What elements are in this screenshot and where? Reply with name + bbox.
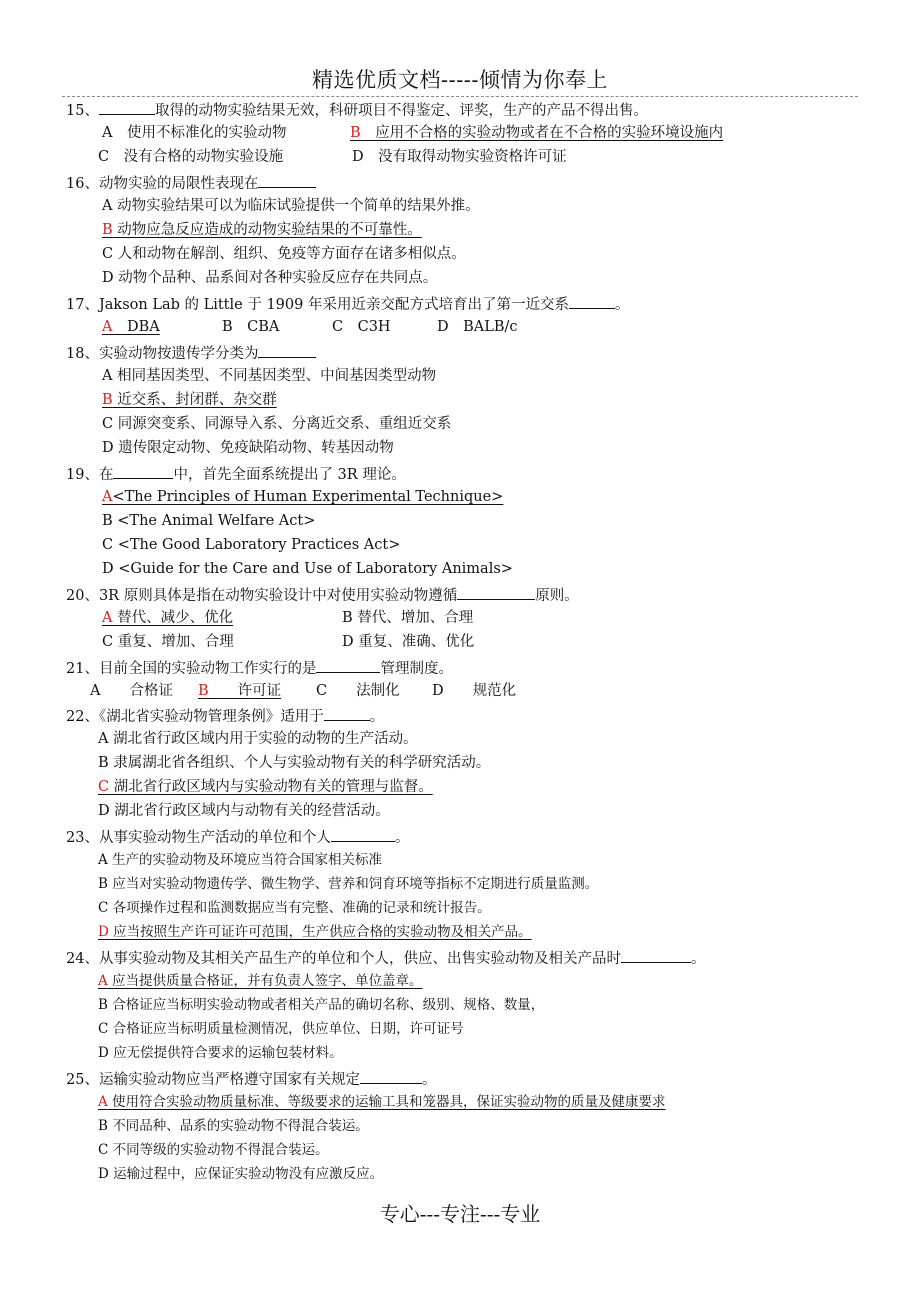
option-b-correct bbox=[350, 124, 723, 142]
option-a-correct bbox=[98, 972, 423, 990]
answer-blank bbox=[113, 464, 173, 479]
question-23 bbox=[66, 827, 409, 847]
question-number: 24、 bbox=[66, 951, 99, 967]
option-c: C <The Good Laboratory Practices Act> bbox=[102, 537, 401, 553]
question-15 bbox=[66, 100, 648, 120]
question-17 bbox=[66, 294, 629, 314]
question-text: 实验动物按遗传学分类为 bbox=[98, 346, 259, 362]
question-text: 取得的动物实验结果无效，科研项目不得鉴定、评奖，生产的产品不得出售。 bbox=[154, 103, 648, 119]
question-end: 管理制度。 bbox=[380, 661, 453, 677]
answer-letter: C bbox=[98, 779, 110, 795]
question-text: 从事实验动物及其相关产品生产的单位和个人，供应、出售实验动物及相关产品时 bbox=[98, 951, 621, 967]
answer-blank bbox=[621, 948, 691, 963]
option-a-correct bbox=[102, 609, 233, 627]
question-25 bbox=[66, 1069, 436, 1089]
option-text: 使用符合实验动物质量标准、等级要求的运输工具和笼器具，保证实验动物的质量及健康要求 bbox=[107, 1094, 666, 1110]
answer-blank bbox=[569, 294, 615, 309]
option-d: D <Guide for the Care and Use of Laboratory Animals> bbox=[102, 561, 513, 577]
option-text: 湖北省行政区域内与实验动物有关的管理与监督。 bbox=[109, 779, 433, 795]
option-c: C 各项操作过程和监测数据应当有完整、准确的记录和统计报告。 bbox=[98, 900, 491, 916]
option-d: D 运输过程中，应保证实验动物没有应激反应。 bbox=[98, 1166, 384, 1182]
page-footer: 专心---专注---专业 bbox=[379, 1202, 541, 1226]
option-a: A 合格证 bbox=[90, 683, 173, 699]
option-d: D 应无偿提供符合要求的运输包装材料。 bbox=[98, 1045, 343, 1061]
option-d: D 没有取得动物实验资格许可证 bbox=[352, 149, 567, 165]
answer-letter: A bbox=[102, 319, 113, 335]
option-a: A 动物实验结果可以为临床试验提供一个简单的结果外推。 bbox=[102, 198, 480, 214]
option-a-correct bbox=[102, 318, 168, 336]
option-d: D 湖北省行政区域内与动物有关的经营活动。 bbox=[98, 803, 390, 819]
question-end: 。 bbox=[614, 297, 630, 313]
option-text: DBA bbox=[112, 319, 160, 335]
option-b: B 隶属湖北省各组织、个人与实验动物有关的科学研究活动。 bbox=[98, 755, 491, 771]
answer-blank bbox=[331, 827, 395, 842]
option-d: D 重复、准确、优化 bbox=[342, 634, 475, 650]
option-b-correct bbox=[198, 682, 281, 700]
option-d: D 规范化 bbox=[432, 683, 517, 699]
question-number: 18、 bbox=[66, 346, 99, 362]
question-text: 运输实验动物应当严格遵守国家有关规定 bbox=[98, 1072, 360, 1088]
option-b: B 替代、增加、合理 bbox=[342, 610, 474, 626]
question-number: 16、 bbox=[66, 176, 99, 192]
question-end: 原则。 bbox=[535, 588, 579, 604]
option-c: C 合格证应当标明质量检测情况，供应单位、日期，许可证号 bbox=[98, 1021, 464, 1037]
option-c: C 没有合格的动物实验设施 bbox=[98, 149, 284, 165]
question-text: Jakson Lab 的 Little 于 1909 年采用近亲交配方式培育出了第一近交系 bbox=[98, 297, 569, 313]
option-text: 动物应急反应造成的动物实验结果的不可靠性。 bbox=[112, 222, 422, 238]
page-header: 精选优质文档-----倾情为你奉上 bbox=[312, 68, 608, 92]
answer-letter: B bbox=[198, 683, 209, 699]
option-text: 应当提供质量合格证，并有负责人签字、单位盖章。 bbox=[107, 973, 423, 989]
question-text: 目前全国的实验动物工作实行的是 bbox=[98, 661, 317, 677]
question-number: 21、 bbox=[66, 661, 99, 677]
option-text: <The Principles of Human Experimental Technique> bbox=[112, 489, 504, 505]
question-text: 中，首先全面系统提出了 3R 理论。 bbox=[173, 467, 406, 483]
option-c: C 不同等级的实验动物不得混合装运。 bbox=[98, 1142, 329, 1158]
answer-letter: A bbox=[98, 973, 108, 989]
question-number: 20、 bbox=[66, 588, 99, 604]
option-a: A 生产的实验动物及环境应当符合国家相关标准 bbox=[98, 852, 383, 868]
option-d: D 遗传限定动物、免疫缺陷动物、转基因动物 bbox=[102, 440, 394, 456]
option-a: A 相同基因类型、不同基因类型、中间基因类型动物 bbox=[102, 368, 437, 384]
option-text: 许可证 bbox=[208, 683, 282, 699]
question-24 bbox=[66, 948, 705, 968]
answer-blank bbox=[99, 100, 155, 115]
question-18 bbox=[66, 343, 316, 363]
option-c: C 人和动物在解剖、组织、免疫等方面存在诸多相似点。 bbox=[102, 246, 466, 262]
question-number: 23、 bbox=[66, 830, 99, 846]
question-number: 22、 bbox=[66, 709, 99, 725]
option-d: D 动物个品种、品系间对各种实验反应存在共同点。 bbox=[102, 270, 438, 286]
option-text: 应用不合格的实验动物或者在不合格的实验环境设施内 bbox=[360, 125, 724, 141]
answer-letter: B bbox=[350, 125, 361, 141]
question-pre: 在 bbox=[98, 467, 114, 483]
answer-letter: B bbox=[102, 392, 113, 408]
option-b: B CBA bbox=[222, 319, 280, 335]
question-text: 从事实验动物生产活动的单位和个人 bbox=[98, 830, 331, 846]
answer-blank bbox=[258, 343, 316, 358]
option-b: B 不同品种、品系的实验动物不得混合装运。 bbox=[98, 1118, 369, 1134]
option-c: C C3H bbox=[332, 319, 391, 335]
question-end: 。 bbox=[421, 1072, 437, 1088]
question-text: 《湖北省实验动物管理条例》适用于 bbox=[98, 709, 324, 725]
question-end: 。 bbox=[369, 709, 385, 725]
answer-blank bbox=[316, 658, 380, 673]
question-22 bbox=[66, 706, 384, 726]
answer-blank bbox=[324, 706, 370, 721]
question-number: 17、 bbox=[66, 297, 99, 313]
option-a: A 湖北省行政区域内用于实验的动物的生产活动。 bbox=[98, 731, 418, 747]
option-c: C 重复、增加、合理 bbox=[102, 634, 234, 650]
option-a-correct bbox=[98, 1093, 666, 1111]
question-number: 15、 bbox=[66, 103, 99, 119]
answer-letter: B bbox=[102, 222, 113, 238]
question-text: 动物实验的局限性表现在 bbox=[98, 176, 259, 192]
answer-letter: D bbox=[98, 924, 109, 940]
option-c: C 同源突变系、同源导入系、分离近交系、重组近交系 bbox=[102, 416, 452, 432]
question-text: 3R 原则具体是指在动物实验设计中对使用实验动物遵循 bbox=[98, 588, 458, 604]
question-19 bbox=[66, 464, 406, 484]
question-number: 25、 bbox=[66, 1072, 99, 1088]
option-b: B <The Animal Welfare Act> bbox=[102, 513, 316, 529]
question-number: 19、 bbox=[66, 467, 99, 483]
question-end: 。 bbox=[690, 951, 706, 967]
option-text: 替代、减少、优化 bbox=[112, 610, 234, 626]
option-d-correct bbox=[98, 923, 532, 941]
option-c: C 法制化 bbox=[316, 683, 400, 699]
answer-letter: A bbox=[102, 610, 113, 626]
option-a-correct bbox=[102, 488, 503, 506]
question-20 bbox=[66, 585, 579, 605]
option-b: B 应当对实验动物遗传学、微生物学、营养和饲育环境等指标不定期进行质量监测。 bbox=[98, 876, 599, 892]
option-text: 近交系、封闭群、杂交群 bbox=[112, 392, 277, 408]
answer-letter: A bbox=[102, 489, 113, 505]
header-divider bbox=[62, 96, 858, 97]
answer-blank bbox=[360, 1069, 422, 1084]
option-c-correct bbox=[98, 778, 441, 796]
answer-letter: A bbox=[98, 1094, 108, 1110]
question-21 bbox=[66, 658, 453, 678]
question-end: 。 bbox=[394, 830, 410, 846]
answer-blank bbox=[457, 585, 535, 600]
answer-blank bbox=[258, 173, 316, 188]
option-a: A 使用不标准化的实验动物 bbox=[102, 125, 287, 141]
option-b: B 合格证应当标明实验动物或者相关产品的确切名称、级别、规格、数量， bbox=[98, 997, 545, 1013]
option-d: D BALB/c bbox=[437, 319, 518, 335]
question-16 bbox=[66, 173, 316, 193]
option-b-correct bbox=[102, 221, 432, 239]
option-text: 应当按照生产许可证许可范围，生产供应合格的实验动物及相关产品。 bbox=[108, 924, 532, 940]
option-b-correct bbox=[102, 391, 277, 409]
